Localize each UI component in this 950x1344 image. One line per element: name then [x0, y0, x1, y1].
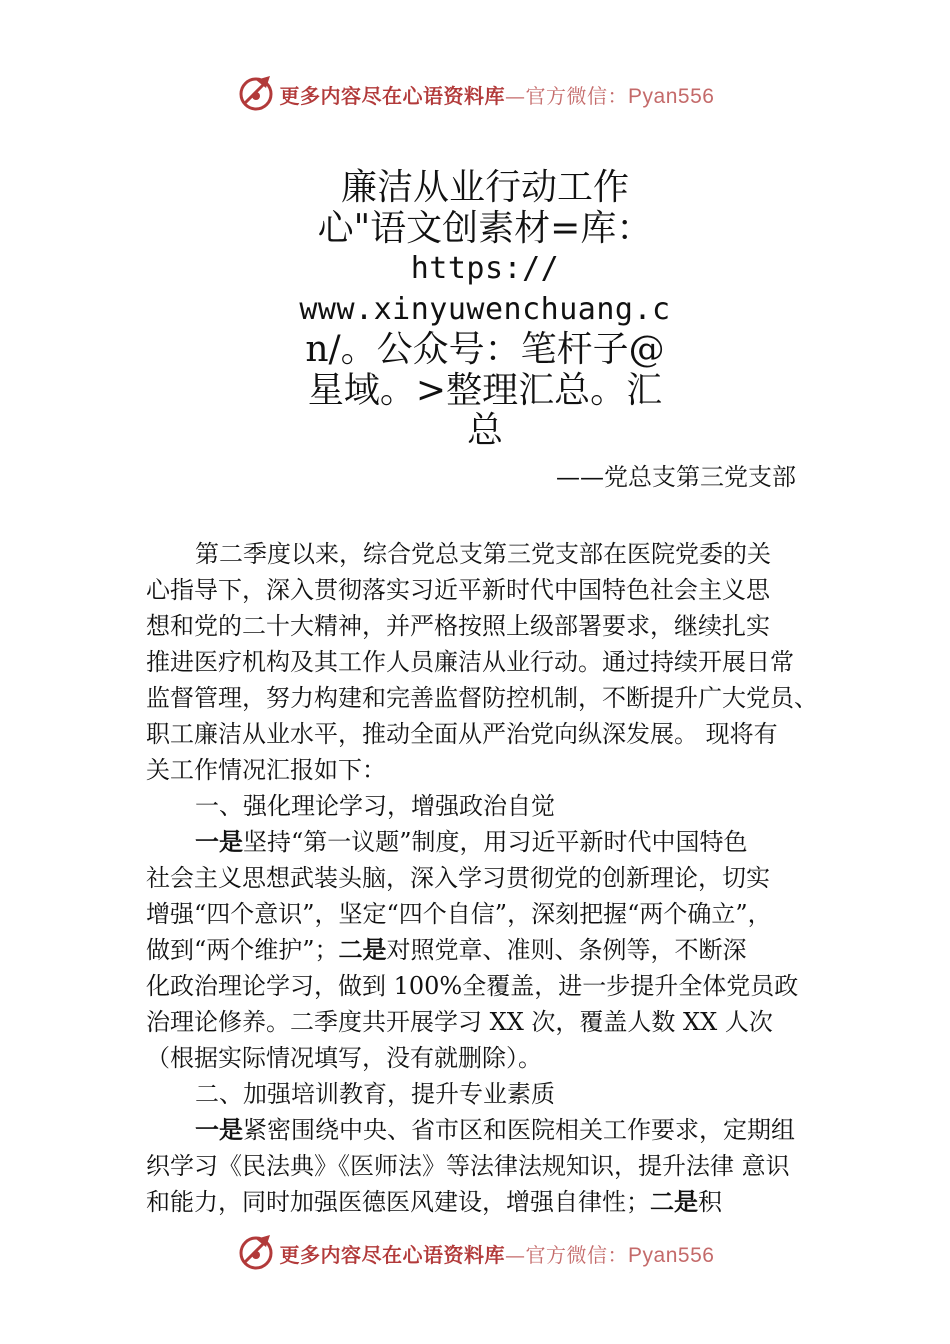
title-line: https:// — [410, 251, 560, 286]
paragraph-line: 第二季度以来，综合党总支第三党支部在医院党委的关 — [195, 540, 771, 568]
section-heading: 一、强化理论学习，增强政治自觉 — [195, 792, 555, 820]
lead-marker: 一是 — [195, 1116, 243, 1144]
section-heading: 二、加强培训教育，提升专业素质 — [195, 1080, 555, 1108]
paragraph-line: 职工廉洁从业水平，推动全面从严治党向纵深发展。 现将有 — [146, 720, 778, 748]
banner-text: 更多内容尽在心语资料库—官方微信：Pyan556 — [279, 83, 715, 108]
paragraph-line: 社会主义思想武装头脑，深入学习贯彻党的创新理论，切实 — [146, 864, 770, 892]
paragraph-line: 一是紧密围绕中央、省市区和医院相关工作要求，定期组 — [195, 1116, 795, 1144]
title-line: 廉洁从业行动工作 — [340, 167, 629, 208]
paragraph-line: 想和党的二十大精神，并严格按照上级部署要求，继续扎实 — [146, 612, 770, 640]
document-body — [146, 536, 846, 1220]
lead-marker: 一是 — [195, 828, 243, 856]
paragraph-line: （根据实际情况填写，没有就删除）。 — [146, 1044, 542, 1072]
paragraph-line: 织学习《民法典》《医师法》等法律法规知识，提升法律 意识 — [146, 1152, 790, 1180]
paragraph-line: 化政治理论学习，做到 100%全覆盖，进一步提升全体党员政 — [146, 972, 799, 1000]
paragraph-line: 一是坚持“第一议题”制度，用习近平新时代中国特色 — [195, 828, 748, 856]
paragraph-line: 关工作情况汇报如下： — [146, 756, 386, 784]
paragraph-line: 心指导下，深入贯彻落实习近平新时代中国特色社会主义思 — [146, 576, 770, 604]
title-line: 总 — [466, 410, 503, 451]
header-banner — [0, 72, 950, 116]
document-title — [280, 168, 690, 452]
paragraph-line: 做到“两个维护”；二是对照党章、准则、条例等，不断深 — [146, 936, 747, 964]
logo-icon — [236, 1233, 276, 1273]
wechat-id: Pyan556 — [628, 1243, 715, 1267]
title-line: 星域。>整理汇总。汇 — [307, 369, 663, 411]
title-line: n/。公众号：笔杆子@ — [305, 329, 665, 370]
wechat-id: Pyan556 — [628, 84, 715, 108]
paragraph-line: 增强“四个意识”，坚定“四个自信”，深刻把握“两个确立”， — [146, 900, 772, 928]
footer-banner — [0, 1231, 950, 1275]
title-line: 心"语文创素材=库： — [317, 207, 653, 249]
paragraph-line: 和能力，同时加强医德医风建设，增强自律性；二是积 — [146, 1188, 722, 1216]
byline: ——党总支第三党支部 — [556, 463, 796, 491]
paragraph-line: 治理论修养。二季度共开展学习 XX 次，覆盖人数 XX 人次 — [146, 1008, 773, 1036]
banner-text: 更多内容尽在心语资料库—官方微信：Pyan556 — [279, 1242, 715, 1267]
lead-marker: 二是 — [650, 1188, 698, 1216]
lead-marker: 二是 — [338, 936, 387, 964]
title-line: www.xinyuwenchuang.c — [299, 291, 671, 327]
paragraph-line: 推进医疗机构及其工作人员廉洁从业行动。通过持续开展日常 — [146, 648, 794, 676]
logo-icon — [236, 74, 276, 114]
paragraph-line: 监督管理，努力构建和完善监督防控机制，不断提升广大党员、 — [146, 684, 818, 712]
